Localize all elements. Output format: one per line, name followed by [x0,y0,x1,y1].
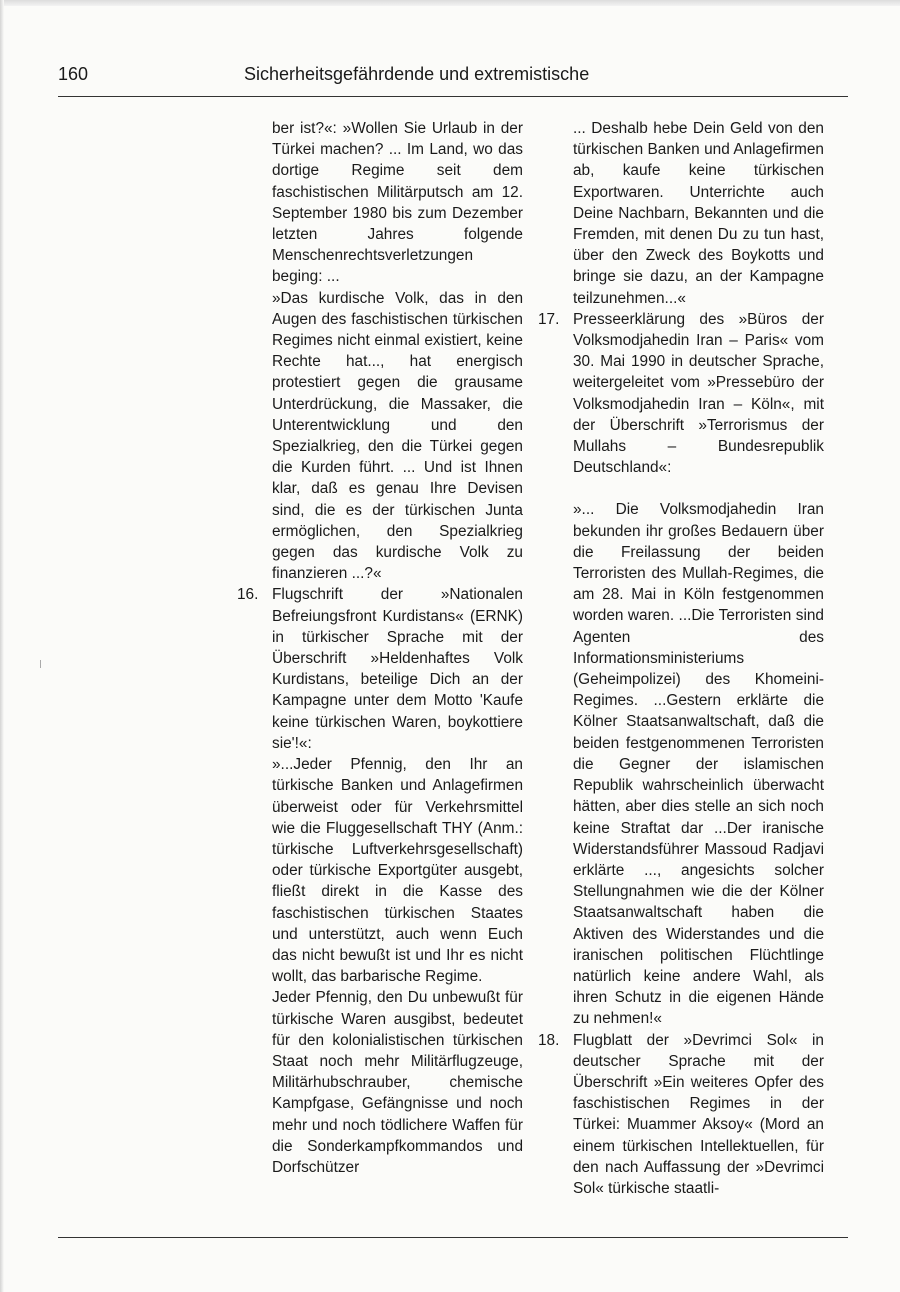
paragraph: ... Deshalb hebe Dein Geld von den türkischen Banken und Anlagefirmen ab, kaufe keine türkischen Exportwaren. Unterrichte auch Deine Nachbarn, Bekannten und die Fremden, mit denen Du zu tun hast, über den Zweck des Boykotts und bringe sie dazu, an der Kampagne teilzunehmen...« [573,120,824,307]
item-number: 18. [538,1031,560,1049]
item-text: Presseerklärung des »Büros der Volksmodjahedin Iran – Paris« vom 30. Mai 1990 in deutscher Sprache, weitergeleitet vom »Pressebüro der Volksmodjahedin Iran – Köln«, mit der Überschrift »Terrorismus der Mullahs – Bundesrepublik Deutschland«: [573,310,824,477]
header-rule [58,96,848,97]
footer-rule [58,1237,848,1238]
list-item-18 [538,1030,824,1200]
scan-edge-left [0,0,4,1292]
paragraph: ber ist?«: »Wollen Sie Urlaub in der Türkei machen? ... Im Land, wo das dortige Regime seit dem faschistischen Militärputsch am 12. September 1980 bis zum Dezember letzten Jahres folgende Menschenrechtsverletzungen beging: ... [272,120,523,286]
running-title: Sicherheitsgefährdende und extremistische [244,64,590,84]
paragraph: »Das kurdische Volk, das in den Augen des faschistischen türkischen Regimes nicht einmal existiert, keine Rechte hat..., hat energisch protestiert gegen die grausame Unterdrückung, die Massaker, die Unterentwicklung und den Spezialkrieg, den die Türkei gegen die Kurden führt. ... Und ist Ihnen klar, daß es genau Ihre Devisen sind, die es der türkischen Junta ermöglichen, den Spezialkrieg gegen das kurdische Volk zu finanzieren ...?« [272,289,523,583]
page-header [58,64,848,94]
page-number: 160 [58,64,89,84]
list-item-16 [237,584,523,754]
item-text: Flugschrift der »Nationalen Befreiungsfront Kurdistans« (ERNK) in türkischer Sprache mit der Überschrift »Heldenhaftes Volk Kurdistans, beteilige Dich an der Kampagne unter dem Motto 'Kaufe keine türkischen Waren, boykottiere sie'!«: [272,586,523,752]
item-number: 16. [237,586,259,604]
paragraph: »...Jeder Pfennig, den Ihr an türkische Banken und Anlagefirmen überweist oder für Verkehrsmittel wie die Fluggesellschaft THY (Anm.: türkische Luftverkehrsgesellschaft) oder türkische Exportgüter ausgebt, fließt direkt in die Kasse des faschistischen türkischen Staates und unterstützt, auch wenn Euch das nicht bewußt ist und Ihr es nicht wollt, das barbarische Regime. [272,756,523,986]
left-column [237,118,523,1178]
spacer [538,478,824,499]
item-number: 17. [538,310,560,328]
scan-edge-top [0,0,900,6]
scan-mark [40,660,41,668]
list-item-17 [538,309,824,479]
right-column [538,118,824,1199]
item-text: Flugblatt der »Devrimci Sol« in deutscher Sprache mit der Überschrift »Ein weiteres Opfer des faschistischen Regimes in der Türkei: Muammer Aksoy« (Mord an einem türkischen Intellektuellen, für den nach Auffassung der »Devrimci Sol« türkische staatli- [573,1031,824,1197]
paragraph: »... Die Volksmodjahedin Iran bekunden ihr großes Bedauern über die Freilassung der beiden Terroristen des Mullah-Regimes, die am 28. Mai in Köln festgenommen worden waren. ...Die Terroristen sind Agenten des Informationsministeriums (Geheimpolizei) des Khomeini-Regimes. ...Gestern erklärte die Kölner Staatsanwaltschaft, daß die beiden festgenommenen Terroristen die Gegner der islamischen Republik wahrscheinlich überwacht hätten, aber dies stelle an sich noch keine Straftat dar ...Der iranische Widerstandsführer Massoud Radjavi erklärte ..., angesichts solcher Stellungnahmen wie die der Kölner Staatsanwaltschaft haben die Aktiven des Widerstandes und die iranischen politischen Flüchtlinge natürlich keine andere Wahl, als ihren Schutz in die eigenen Hände zu nehmen!« [573,501,824,1028]
paragraph: Jeder Pfennig, den Du unbewußt für türkische Waren ausgibst, bedeutet für den kolonialistischen türkischen Staat noch mehr Militärflugzeuge, Militärhubschrauber, chemische Kampfgase, Gefängnisse und noch mehr und noch tödlichere Waffen für die Sonderkampfkommandos und Dorfschützer [272,989,523,1176]
